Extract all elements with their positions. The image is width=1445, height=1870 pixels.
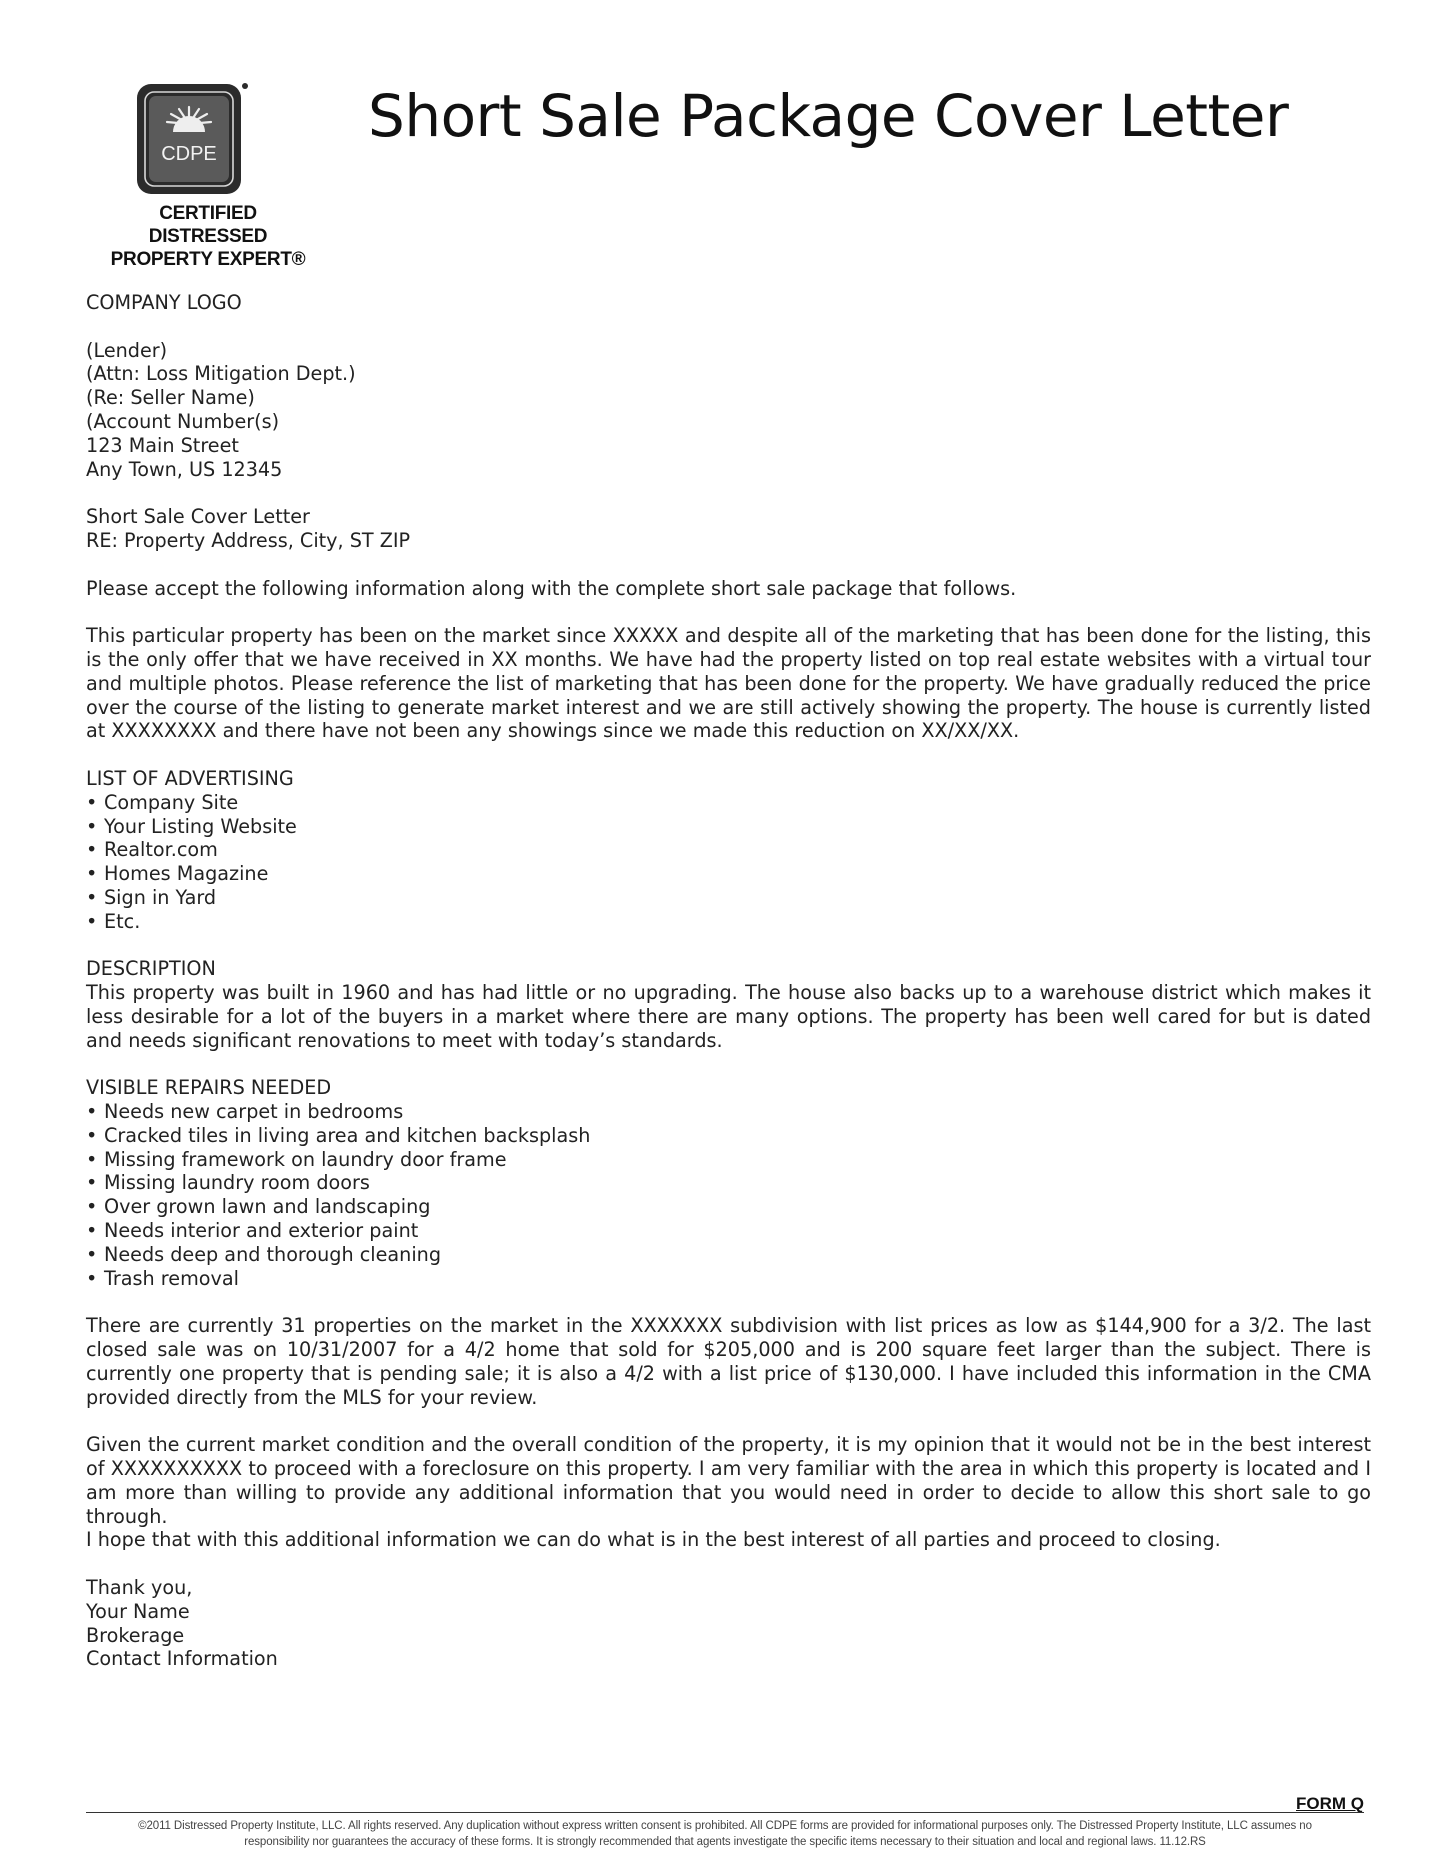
form-label: FORM Q: [1296, 1794, 1364, 1813]
list-item: • Company Site: [86, 791, 1371, 815]
opinion-paragraph: Given the current market condition and the overall condition of the property, it is my opinion that it would not be in the best interest of XXXXXXXXXX to proceed with a foreclosure on this property. I am very familiar with the area in which this property is located and I am more than willing to provide any additional information that you would need in order to decide to allow this short sale to go through.: [86, 1433, 1371, 1528]
letter-body: [86, 291, 1371, 1671]
description-paragraph: This property was built in 1960 and has had little or no upgrading. The house also backs up to a warehouse district which makes it less desirable for a lot of the buyers in a market where there are many options. The property has been well cared for but is dated and needs significant renovations to meet with today’s standards.: [86, 981, 1371, 1052]
repairs-heading: VISIBLE REPAIRS NEEDED: [86, 1076, 332, 1100]
page-title: Short Sale Package Cover Letter: [368, 82, 1289, 150]
description-heading: DESCRIPTION: [86, 957, 216, 981]
footer-line: responsibility nor guarantees the accuracy of these forms. It is strongly recommended that agents investigate the specific items necessary to their situation and local and regional laws. 11.12.RS: [244, 1836, 1206, 1848]
market-paragraph: There are currently 31 properties on the market in the XXXXXXX subdivision with list prices as low as $144,900 for a 3/2. The last closed sale was on 10/31/2007 for a 4/2 home that sold for $205,000 and is 200 square feet larger than the subject. There is currently one property that is pending sale; it is also a 4/2 with a list price of $130,000. I have included this information in the CMA provided directly from the MLS for your review.: [86, 1314, 1371, 1409]
footer-disclaimer: [86, 1818, 1364, 1850]
address-line: (Re: Seller Name): [86, 386, 255, 410]
list-item: • Needs interior and exterior paint: [86, 1219, 1371, 1243]
list-item: • Cracked tiles in living area and kitchen backsplash: [86, 1124, 1371, 1148]
list-item: • Missing laundry room doors: [86, 1171, 1371, 1195]
re-line: RE: Property Address, City, ST ZIP: [86, 528, 411, 552]
list-item: • Homes Magazine: [86, 862, 1371, 886]
repairs-list: [86, 1100, 1371, 1290]
recipient-address: [86, 339, 1371, 482]
closing-line: Contact Information: [86, 1647, 278, 1671]
logo-caption-line2: PROPERTY EXPERT®: [110, 249, 306, 270]
list-item: • Trash removal: [86, 1267, 1371, 1291]
marketing-paragraph: This particular property has been on the market since XXXXX and despite all of the marketing that has been done for the listing, this is the only offer that we have received in XX months. We have had the property listed on top real estate websites with a virtual tour and multiple photos. Please reference the list of marketing that has been done for the property. We have gradually reduced the price over the course of the listing to generate market interest and we are still actively showing the property. The house is currently listed at XXXXXXXX and there have not been any showings since we made this reduction on XX/XX/XX.: [86, 624, 1371, 743]
list-item: • Etc.: [86, 910, 1371, 934]
address-line: 123 Main Street: [86, 433, 239, 457]
advertising-heading: LIST OF ADVERTISING: [86, 766, 294, 790]
logo-caption: [98, 202, 318, 271]
cdpe-logo: [135, 80, 250, 198]
closing-line: Brokerage: [86, 1623, 185, 1647]
company-logo-placeholder: COMPANY LOGO: [86, 291, 242, 314]
footer-divider: [86, 1812, 1364, 1813]
signature-block: [86, 1576, 1371, 1671]
closing-line: Your Name: [86, 1599, 190, 1623]
address-line: (Lender): [86, 338, 168, 362]
list-item: • Over grown lawn and landscaping: [86, 1195, 1371, 1219]
logo-caption-line1: CERTIFIED DISTRESSED: [148, 203, 268, 247]
address-line: (Account Number(s): [86, 409, 280, 433]
list-item: • Missing framework on laundry door frame: [86, 1148, 1371, 1172]
closing-line: Thank you,: [86, 1576, 193, 1600]
advertising-list: [86, 791, 1371, 934]
list-item: • Sign in Yard: [86, 886, 1371, 910]
subject-line: Short Sale Cover Letter: [86, 505, 310, 529]
address-line: (Attn: Loss Mitigation Dept.): [86, 362, 356, 386]
hope-line: I hope that with this additional information we can do what is in the best interest of all parties and proceed to closing.: [86, 1528, 1221, 1552]
list-item: • Needs new carpet in bedrooms: [86, 1100, 1371, 1124]
footer-line: ©2011 Distressed Property Institute, LLC. All rights reserved. Any duplication without express written consent is prohibited. All CDPE forms are provided for informational purposes only. The Distressed Property Institute, LLC assumes no: [138, 1820, 1312, 1832]
intro-paragraph: Please accept the following information along with the complete short sale package that follows.: [86, 576, 1017, 600]
address-line: Any Town, US 12345: [86, 457, 283, 481]
logo-text: CDPE: [161, 143, 217, 165]
list-item: • Needs deep and thorough cleaning: [86, 1243, 1371, 1267]
list-item: • Realtor.com: [86, 838, 1371, 862]
list-item: • Your Listing Website: [86, 815, 1371, 839]
